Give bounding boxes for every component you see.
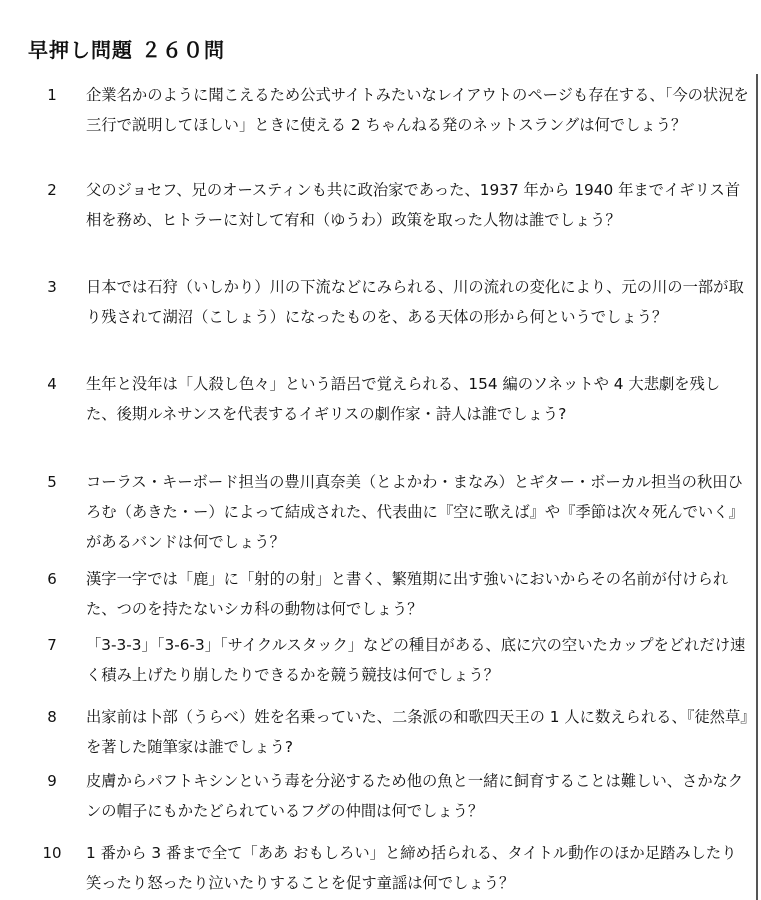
question-text: 企業名かのように聞こえるため公式サイトみたいなレイアウトのページも存在する、「今の状況を三行で説明してほしい」ときに使える 2 ちゃんねる発のネットスラングは何でしょう？ [86,86,749,134]
question-number: 7 [47,636,57,654]
question-number: 10 [42,844,62,862]
question-text: 日本では石狩（いしかり）川の下流などにみられる、川の流れの変化により、元の川の一部が取り残されて湖沼（こしょう）になったものを、ある天体の形から何というでしょう？ [86,278,744,326]
question-text: コーラス・キーボード担当の豊川真奈美（とよかわ・まなみ）とギター・ボーカル担当の秋田ひろむ（あきた・ー）によって結成された、代表曲に『空に歌えば』や『季節は次々死んでいく』があるバンドは何でしょう？ [86,473,744,551]
question-number: 3 [47,278,57,296]
page-title: 早押し問題 ２６０問 [28,38,225,62]
question-number: 4 [47,375,57,393]
question-text: 出家前は卜部（うらべ）姓を名乗っていた、二条派の和歌四天王の 1 人に数えられる、『徒然草』を著した随筆家は誰でしょう? [86,708,748,756]
question-text: 父のジョセフ、兄のオースティンも共に政治家であった、1937 年から 1940 年までイギリス首相を務め、ヒトラーに対して宥和（ゆうわ）政策を取った人物は誰でしょう？ [86,181,741,229]
question-text: 「3-3-3」「3-6-3」「サイクルスタック」などの種目がある、底に穴の空いたカップをどれだけ速く積み上げたり崩したりできるかを競う競技は何でしょう？ [86,636,746,684]
question-text: 生年と没年は「人殺し色々」という語呂で覚えられる、154 編のソネットや 4 大悲劇を残した、後期ルネサンスを代表するイギリスの劇作家・詩人は誰でしょう? [86,375,721,423]
question-text: 1 番から 3 番まで全て「ああ おもしろい」と締め括られる、タイトル動作のほか足踏みしたり笑ったり怒ったり泣いたりすることを促す童謡は何でしょう？ [86,844,737,892]
question-number: 9 [47,772,57,790]
question-number: 2 [47,181,57,199]
right-margin-rule [756,74,758,900]
question-number: 5 [47,473,57,491]
question-number: 8 [47,708,57,726]
question-number: 6 [47,570,57,588]
question-text: 皮膚からパフトキシンという毒を分泌するため他の魚と一緒に飼育することは難しい、さかなクンの帽子にもかたどられているフグの仲間は何でしょう？ [86,772,744,820]
question-text: 漢字一字では「鹿」に「射的の射」と書く、繁殖期に出す強いにおいからその名前が付けられた、つのを持たないシカ科の動物は何でしょう？ [86,570,729,618]
question-number: 1 [47,86,57,104]
